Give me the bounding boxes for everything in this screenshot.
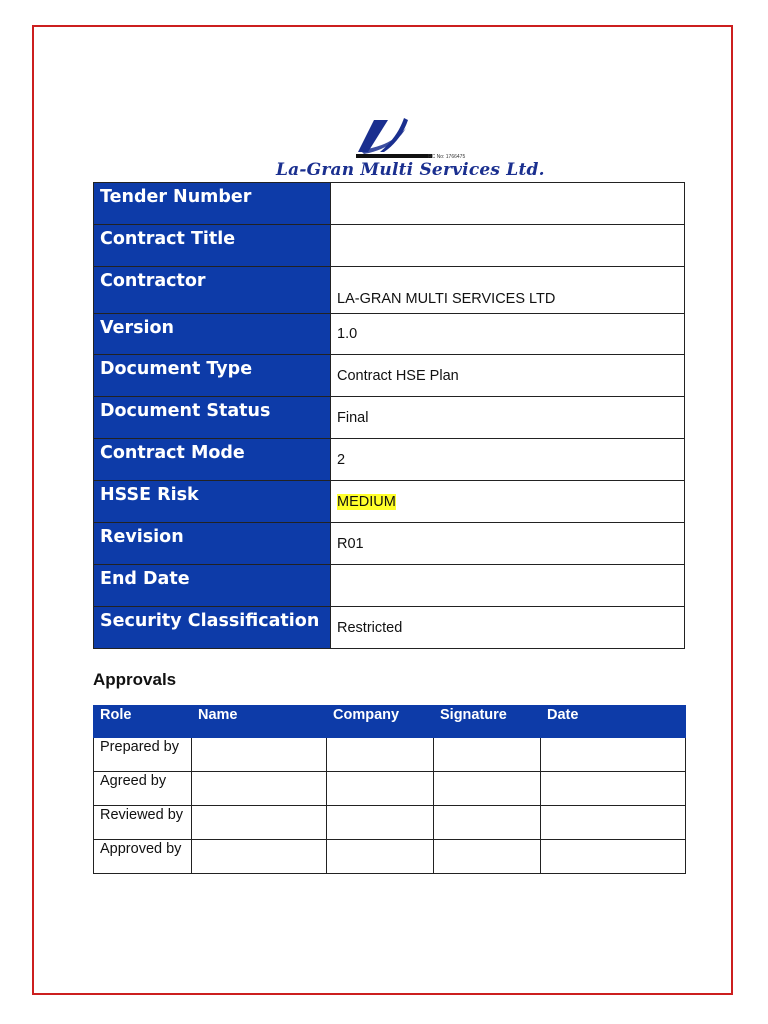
rc-number: RC No: 1766475 <box>428 154 466 160</box>
contract-title-label: Contract Title <box>94 225 331 267</box>
table-row <box>94 840 686 874</box>
name-cell <box>192 772 327 806</box>
table-row <box>94 183 685 225</box>
security-classification-value: Restricted <box>331 607 685 649</box>
approvals-table <box>93 705 686 874</box>
column-header-date: Date <box>541 706 686 738</box>
hsse-risk-cell <box>331 481 685 523</box>
tender-number-value <box>331 183 685 225</box>
contract-mode-value: 2 <box>331 439 685 481</box>
table-row <box>94 772 686 806</box>
approvals-title: Approvals <box>93 670 177 689</box>
company-cell <box>327 806 434 840</box>
signature-cell <box>434 840 541 874</box>
table-row <box>94 806 686 840</box>
end-date-value <box>331 565 685 607</box>
table-row <box>94 397 685 439</box>
role-cell: Agreed by <box>94 772 192 806</box>
table-row <box>94 267 685 314</box>
company-cell <box>327 840 434 874</box>
company-cell <box>327 772 434 806</box>
version-label: Version <box>94 314 331 355</box>
version-value: 1.0 <box>331 314 685 355</box>
date-cell <box>541 840 686 874</box>
revision-label: Revision <box>94 523 331 565</box>
column-header-role: Role <box>94 706 192 738</box>
table-row <box>94 225 685 267</box>
date-cell <box>541 772 686 806</box>
contractor-label: Contractor <box>94 267 331 314</box>
document-info-table <box>93 182 685 649</box>
signature-cell <box>434 738 541 772</box>
table-row <box>94 481 685 523</box>
hsse-risk-label: HSSE Risk <box>94 481 331 523</box>
role-cell: Reviewed by <box>94 806 192 840</box>
document-status-value: Final <box>331 397 685 439</box>
revision-value: R01 <box>331 523 685 565</box>
document-status-label: Document Status <box>94 397 331 439</box>
date-cell <box>541 806 686 840</box>
tender-number-label: Tender Number <box>94 183 331 225</box>
column-header-signature: Signature <box>434 706 541 738</box>
table-row <box>94 439 685 481</box>
table-row <box>94 355 685 397</box>
approvals-header-row <box>94 706 686 738</box>
company-name: La-Gran Multi Services Ltd. <box>276 160 545 180</box>
company-logo <box>270 118 545 184</box>
table-row <box>94 738 686 772</box>
table-row <box>94 607 685 649</box>
name-cell <box>192 840 327 874</box>
company-cell <box>327 738 434 772</box>
table-row <box>94 565 685 607</box>
column-header-name: Name <box>192 706 327 738</box>
role-cell: Approved by <box>94 840 192 874</box>
contract-title-value <box>331 225 685 267</box>
name-cell <box>192 806 327 840</box>
security-classification-label: Security Classification <box>94 607 331 649</box>
column-header-company: Company <box>327 706 434 738</box>
signature-cell <box>434 806 541 840</box>
end-date-label: End Date <box>94 565 331 607</box>
signature-cell <box>434 772 541 806</box>
table-row <box>94 314 685 355</box>
document-type-label: Document Type <box>94 355 331 397</box>
role-cell: Prepared by <box>94 738 192 772</box>
document-type-value: Contract HSE Plan <box>331 355 685 397</box>
hsse-risk-value: MEDIUM <box>337 493 396 510</box>
contractor-value: LA-GRAN MULTI SERVICES LTD <box>331 267 685 314</box>
logo-mark-icon <box>354 118 434 162</box>
table-row <box>94 523 685 565</box>
name-cell <box>192 738 327 772</box>
date-cell <box>541 738 686 772</box>
contract-mode-label: Contract Mode <box>94 439 331 481</box>
